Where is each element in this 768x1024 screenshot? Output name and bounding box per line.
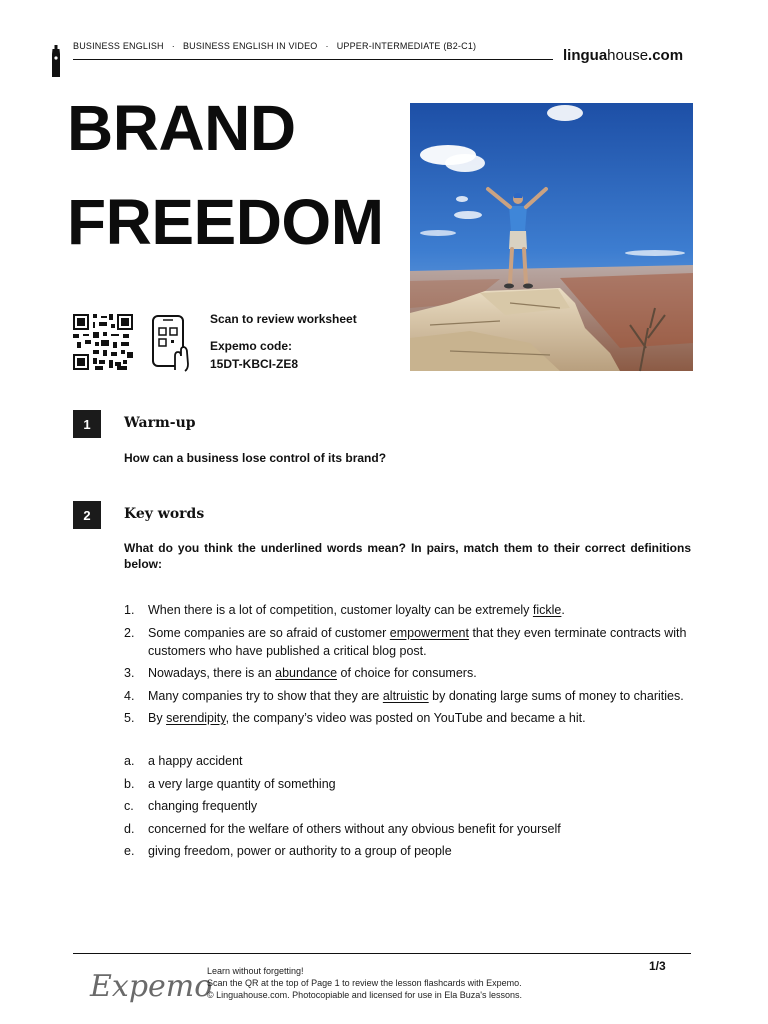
big-ben-tower-icon <box>50 45 62 77</box>
definition-text: a very large quantity of something <box>148 776 336 791</box>
footer-line-tagline: Learn without forgetting! <box>207 966 304 976</box>
breadcrumb-item-business-english: BUSINESS ENGLISH <box>73 41 164 51</box>
brand-bold: lingua <box>563 47 608 64</box>
underlined-word: serendipity <box>166 711 226 725</box>
list-item <box>124 601 699 619</box>
phone-scan-icon <box>151 314 191 372</box>
sentence-text-part: by donating large sums of money to charities. <box>428 688 684 703</box>
sentence-text-part: of choice for consumers. <box>337 666 477 680</box>
list-item-letter: a. <box>124 754 135 768</box>
page-title-line1: BRAND <box>67 92 296 164</box>
sentence-text <box>148 664 699 682</box>
footer-line-copyright: © Linguahouse.com. Photocopiable and licensed for use in Ela Buza's lessons. <box>207 990 523 1000</box>
page-title-line2: FREEDOM <box>67 186 384 258</box>
definition-text: a happy accident <box>148 754 243 768</box>
expemo-logo-text: Expemo <box>90 969 213 1004</box>
list-item <box>124 624 699 660</box>
list-item <box>124 842 699 860</box>
list-item-number: 1. <box>124 603 135 617</box>
breadcrumb-item-business-english-in-video: BUSINESS ENGLISH IN VIDEO <box>182 41 318 51</box>
sentence-text <box>148 687 699 705</box>
expemo-logo <box>88 962 213 1010</box>
list-item <box>124 709 699 727</box>
footer-divider <box>73 953 691 954</box>
underlined-word: empowerment <box>389 625 469 640</box>
header-divider <box>73 59 553 60</box>
sentence-text-part: that they even terminate contracts with customers who have published a critical blog post. <box>148 625 687 658</box>
breadcrumb <box>73 41 476 51</box>
sentence-text-part: Nowadays, there is an <box>148 666 276 680</box>
underlined-word: fickle <box>532 603 562 617</box>
sentence-text <box>148 624 699 660</box>
brand-rest: house <box>607 47 649 64</box>
key-words-instruction: What do you think the underlined words mean? In pairs, match them to their correct definitions below: <box>124 541 691 571</box>
definition-text: concerned for the welfare of others without any obvious benefit for yourself <box>148 821 561 836</box>
list-item-number: 2. <box>124 625 135 640</box>
sentence-text-part: Some companies are so afraid of customer <box>148 625 390 640</box>
list-item <box>124 752 699 770</box>
sentence-text-part: , the company’s video was posted on YouTube and became a hit. <box>225 711 586 725</box>
sentence-text-part: Many companies try to show that they are <box>148 688 383 703</box>
sentence-text-part: When there is a lot of competition, customer loyalty can be extremely <box>148 603 533 617</box>
warm-up-question: How can a business lose control of its brand? <box>124 451 387 465</box>
list-item-letter: c. <box>124 799 134 813</box>
definition-list <box>124 752 699 865</box>
sentence-text <box>148 709 699 727</box>
hero-photo <box>410 103 693 371</box>
breadcrumb-separator: · <box>171 41 175 51</box>
linguahouse-logo <box>563 47 683 64</box>
expemo-code-label: Expemo code: <box>210 339 293 353</box>
expemo-code-value: 15DT-KBCI-ZE8 <box>210 357 299 371</box>
list-item <box>124 687 699 705</box>
section-title-key-words: Key words <box>124 506 205 522</box>
sentence-text <box>148 601 699 619</box>
list-item-letter: b. <box>124 776 135 791</box>
list-item-number: 3. <box>124 666 135 680</box>
footer-text <box>207 965 522 1001</box>
list-item-number: 4. <box>124 688 135 703</box>
list-item <box>124 775 699 793</box>
brand-dot: .com <box>648 47 684 64</box>
sentence-list <box>124 601 699 732</box>
list-item-letter: e. <box>124 844 135 858</box>
list-item <box>124 820 699 838</box>
section-number-2: 2 <box>73 501 101 529</box>
section-title-warm-up: Warm-up <box>124 415 196 431</box>
sentence-text-part: . <box>561 603 565 617</box>
sentence-text-part: By <box>148 711 167 725</box>
list-item <box>124 664 699 682</box>
breadcrumb-item-level: UPPER-INTERMEDIATE (B2-C1) <box>336 41 477 51</box>
scan-worksheet-label: Scan to review worksheet <box>210 312 357 326</box>
definition-text: changing frequently <box>148 799 258 813</box>
breadcrumb-separator: · <box>325 41 329 51</box>
list-item-number: 5. <box>124 711 135 725</box>
underlined-word: altruistic <box>382 688 429 703</box>
section-number-1: 1 <box>73 410 101 438</box>
underlined-word: abundance <box>275 666 338 680</box>
qr-code-icon[interactable] <box>73 314 133 370</box>
footer-line-instruction: Scan the QR at the top of Page 1 to review the lesson flashcards with Expemo. <box>207 978 522 988</box>
list-item-letter: d. <box>124 821 135 836</box>
page-number: 1/3 <box>649 959 666 973</box>
list-item <box>124 797 699 815</box>
definition-text: giving freedom, power or authority to a group of people <box>148 844 452 858</box>
